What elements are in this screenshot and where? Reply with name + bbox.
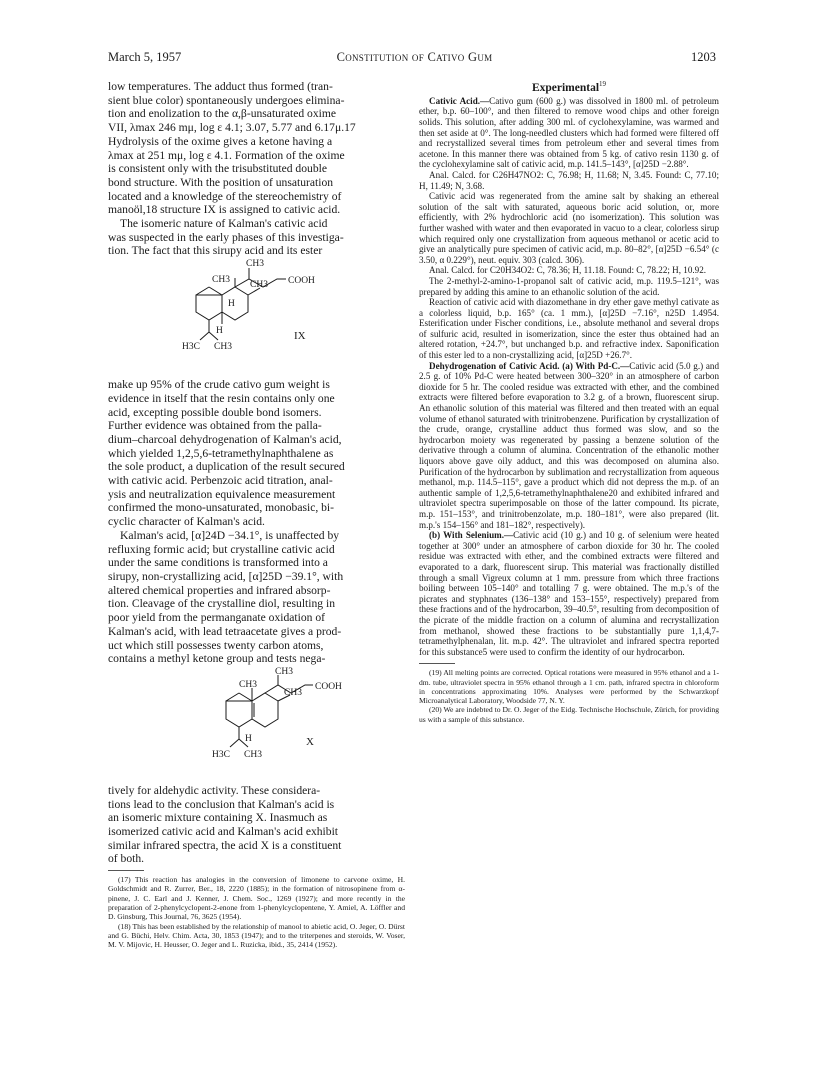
running-header-date: March 5, 1957	[108, 50, 182, 64]
label-h3c: H3C	[212, 749, 230, 760]
footnote-20: (20) We are indebted to Dr. O. Jeger of the Eidg. Technische Hochschule, Zürich, for providing us with a sample of this substance.	[419, 705, 719, 724]
paragraph-selenium	[419, 530, 719, 657]
paragraph-methyl-cativate: Reaction of cativic acid with diazomethane in dry ether gave methyl cativate as a colorless liquid, b.p. 165° (ca. 1 mm.), [α]25D −7.16°, n25D 1.4954. Esterification under Fischer conditions, i.e., absolute methanol and several drops of sulfuric acid, resulted in isomerization, since the ester thus obtained had an altered rotation, +24.7°, but unchanged b.p. and refractive index. Saponification of this ester led to a non-crystallizing acid, [α]25D +26.7°.	[419, 297, 719, 361]
label-cooh: COOH	[288, 276, 315, 287]
paragraph-analysis-acid: Anal. Calcd. for C20H34O2: C, 78.36; H, 11.18. Found: C, 78.22; H, 10.92.	[429, 265, 707, 276]
footnote-rule	[108, 870, 144, 871]
paragraph-isomeric-nature	[108, 217, 405, 258]
text-line: tion. The fact that this sirupy acid and its ester	[108, 244, 323, 258]
label-structure-ix: IX	[294, 330, 306, 343]
text-line: of both.	[108, 852, 145, 866]
text-line: The isomeric nature of Kalman's cativic acid	[120, 217, 328, 231]
paragraph-text: Cativic acid (10 g.) and 10 g. of selenium were heated together at 300° under an atmosphere of carbon dioxide for 30 hr. The cooled residue was extracted with ether, and the combined extracts were filtered and evaporated to a dark, fluorescent sirup. This material was fractionally distilled through a small Vigreux column at 1 mm. pressure from which three fractions boiling between 105–140° and totalling 7 g. were obtained. The m.p.'s of the picrates and styphnates (136–138° and 153–155°, respectively) prepared from these fractions and of the hydrocarbon, 39–40.5°, resulting from decomposition of the picrate of the middle fraction on a column of alumina and recrystallization from methanol, showed these fractions to be substantially pure 1,1,4,7-tetramethylphenalan, lit. m.p. 42°. The ultraviolet and infrared spectra reported for this substance5 were used to confirm the identity of our hydrocarbon.	[419, 530, 719, 657]
text-line: VII, λmax 246 mμ, log ε 4.1; 3.07, 5.77 and 6.17μ.17	[108, 121, 356, 135]
paragraph-regeneration: Cativic acid was regenerated from the amine salt by shaking an ethereal solution of the salt with saturated, aqueous boric acid solution, or, more efficiently, with 2% hydrochloric acid (no isomerization). This solution was further washed with water and then evaporated in vacuo to a clear, colorless sirup which required only one crystallization from aqueous methanol or acetic acid to give an analytically pure specimen of cativic acid, m.p. 80–82°, [α]25D −6.54° (c 3.50, α 0.229°), neut. equiv. 303 (calcd. 306).	[419, 191, 719, 265]
run-in-heading: Cativic Acid.—	[429, 95, 490, 106]
text-line: confirmed the mono-unsaturated, monobasic, bi-	[108, 501, 335, 515]
text-line: was suspected in the early phases of this investiga-	[108, 230, 344, 244]
text-line: Kalman's acid, with lead tetraacetate gives a prod-	[108, 624, 342, 638]
text-line: isomerized cativic acid and Kalman's acid exhibit	[108, 825, 339, 839]
text-line: λmax at 251 mμ, log ε 4.1. Formation of the oxime	[108, 148, 345, 162]
run-in-heading: Dehydrogenation of Cativic Acid. (a) With Pd-C.—	[429, 360, 630, 371]
run-in-heading: (b) With Selenium.—	[429, 530, 514, 541]
text-line: dium–charcoal dehydrogenation of Kalman's acid,	[108, 432, 342, 446]
paragraph-crude-cativo	[108, 378, 405, 529]
heading-footnote-ref: 19	[599, 80, 607, 88]
text-line: evidence in itself that the resin contains only one	[108, 391, 335, 405]
paragraph-text: Cativic acid (5.0 g.) and 2.5 g. of 10% Pd-C were heated between 300–320° in an atmosphere of carbon dioxide for 5 hr. The cooled residue was extracted with ether, and the combined extracts were filtered before evaporation to 3.2 g. of a brown, fluorescent sirup. An ethanolic solution of this material was filtered and then treated with an equal volume of ethanol saturated with trinitrobenzene. Purification by crystallization of the crude, orange, crystalline adduct thus formed was slow, and so the hydrocarbon moiety was regenerated by passing a benzene solution of the derivative through a column of alumina. Concentration of the ethanolic mother liquors above gave oily adduct, and this was decomposed on alumina also. Purification of the hydrocarbon by sublimation and recrystallization from aqueous methanol, m.p. 114.5–115°, gave a product which did not depress the m.p. of an authentic sample of 1,2,5,6-tetramethylnaphthalene20 and exhibited infrared and ultraviolet spectra superimposable on those of the latter compound. Its picrate, m.p. 151–153°, and trinitrobenzolate, m.p. 180–181°, were also prepared (lit. m.p.'s 154–156° and 181–182°, respectively).	[419, 360, 719, 530]
paragraph-text: Cativo gum (600 g.) was dissolved in 1800 ml. of petroleum ether, b.p. 60–100°, and then filtered to remove wood chips and other foreign solids. This solution, after adding 300 ml. of cyclohexylamine, was warmed and then set aside at 0°. The long-needled clusters which had formed were filtered off and recrystallized several times from petroleum ether and several times from acetone. In this manner there was obtained from 5 kg. of cativo resin 1130 g. of the cyclohexylamine salt of cativic acid, m.p. 141.5–143°, [α]25D −2.88°.	[419, 95, 719, 170]
text-line: the sole product, a duplication of the result secured	[108, 460, 345, 474]
text-line: cyclic character of Kalman's acid.	[108, 515, 265, 529]
label-ch3-top: CH3	[275, 666, 293, 677]
page-number: 1203	[691, 50, 716, 64]
paragraph-conclusion	[108, 784, 405, 866]
text-line: is consistent only with the trisubstituted double	[108, 162, 327, 176]
text-line: Hydrolysis of the oxime gives a ketone having a	[108, 134, 333, 148]
footnote-rule	[419, 663, 455, 664]
footnote-18: (18) This has been established by the relationship of manool to abietic acid, O. Jeger, O. Dürst and G. Büchi, Helv. Chim. Acta, 30, 1853 (1947); and to the triterpenes and steroids, W. Voser, M. V. Mijovic, H. Heusser, O. Jeger and L. Ruzicka, ibid., 35, 2414 (1952).	[108, 921, 405, 950]
text-line: refluxing formic acid; but crystalline cativic acid	[108, 542, 335, 556]
text-line: ysis and neutralization equivalence measurement	[108, 487, 336, 501]
text-line: sirupy, non-crystallizing acid, [α]25D −39.1°, with	[108, 569, 344, 583]
text-line: acid, excepting possible double bond isomers.	[108, 405, 322, 419]
paragraph-analysis-amine-salt: Anal. Calcd. for C26H47NO2: C, 76.98; H, 11.68; N, 3.45. Found: C, 77.10; H, 11.49; N, 3.68.	[419, 169, 719, 191]
label-ch3-right: CH3	[284, 687, 302, 698]
running-header-title: Constitution of Cativo Gum	[336, 50, 493, 64]
text-line: Kalman's acid, [α]24D −34.1°, is unaffected by	[120, 528, 340, 542]
paragraph-kalman-acid	[108, 529, 405, 666]
label-structure-x: X	[306, 735, 314, 748]
label-cooh: COOH	[315, 681, 342, 692]
label-ch3-top: CH3	[246, 259, 264, 270]
text-line: low temperatures. The adduct thus formed (tran-	[108, 80, 333, 93]
heading-text: Experimental	[531, 81, 600, 94]
text-line: altered chemical properties and infrared absorp-	[108, 583, 331, 597]
label-ch3-bottom: CH3	[214, 342, 232, 353]
label-h-lower: H	[245, 733, 252, 744]
label-h-lower: H	[216, 326, 223, 337]
text-line: uct which still possesses twenty carbon atoms,	[108, 638, 324, 652]
paragraph-cativic-acid	[419, 96, 719, 170]
text-line: make up 95% of the crude cativo gum weight is	[108, 378, 330, 392]
structure-ix-diagram	[108, 258, 405, 378]
right-column	[419, 80, 719, 724]
text-line: manoöl,18 structure IX is assigned to cativic acid.	[108, 203, 341, 217]
text-line: located and a knowledge of the stereochemistry of	[108, 189, 342, 203]
text-line: tions lead to the conclusion that Kalman's acid is	[108, 797, 335, 811]
text-line: similar infrared spectra, the acid X is a constituent	[108, 838, 342, 852]
label-ch3-bottom: CH3	[244, 749, 262, 760]
text-line: bond structure. With the position of unsaturation	[108, 175, 334, 189]
structure-x-diagram	[108, 666, 405, 784]
text-line: contains a methyl ketone group and tests nega-	[108, 652, 326, 666]
text-line: an isomeric mixture containing X. Inasmuch as	[108, 811, 328, 825]
footnote-19: (19) All melting points are corrected. Optical rotations were measured in 95% ethanol and a 1-dm. tube, ultraviolet spectra in 95% ethanol through a 1 cm. path, infrared spectra in chloroform in concentrations approximating 10%. Analyses were performed by the Schwarzkopf Microanalytical Laboratory, Woodside 77, N. Y.	[419, 668, 719, 706]
left-column	[108, 80, 405, 950]
text-line: tion. Cleavage of the crystalline diol, resulting in	[108, 597, 335, 611]
text-line: tion and enolization to the α,β-unsaturated oxime	[108, 107, 337, 121]
section-heading-experimental	[419, 80, 719, 94]
text-line: under the same conditions is transformed into a	[108, 556, 328, 570]
label-ch3-right: CH3	[250, 280, 268, 291]
label-ch3-left: CH3	[212, 275, 230, 286]
text-line: Further evidence was obtained from the palla-	[108, 419, 322, 433]
label-ch3-left: CH3	[239, 679, 257, 690]
text-line: sient blue color) spontaneously undergoes elimina-	[108, 93, 345, 107]
text-line: with cativic acid. Perbenzoic acid titration, anal-	[108, 474, 333, 488]
paragraph-dehydrogenation-pd	[419, 361, 719, 531]
paragraph-propanol-salt: The 2-methyl-2-amino-1-propanol salt of cativic acid, m.p. 119.5–121°, was prepared by adding this amine to an ethanolic solution of the acid.	[419, 275, 719, 297]
footnote-17: (17) This reaction has analogies in the conversion of limonene to carvone oxime, H. Goldschmidt and R. Zurrer, Ber., 18, 2220 (1885); in the formation of nitrosopinene from α-pinene, J. C. Earl and J. Kenner, J. Chem. Soc., 1269 (1927); and more recently in the preparation of 2-phenylcyclopent-2-enone from 1-phenylcyclopentene, Y. Amiel, A. Löffler and D. Ginsburg, This Journal, 76, 3625 (1954).	[108, 875, 405, 922]
text-line: which yielded 1,2,5,6-tetramethylnaphthalene as	[108, 446, 334, 460]
paragraph-oxime	[108, 80, 405, 217]
label-h-upper: H	[228, 299, 235, 310]
label-h3c: H3C	[182, 342, 200, 353]
text-line: tively for aldehydic activity. These considera-	[108, 783, 321, 797]
text-line: poor yield from the permanganate oxidation of	[108, 611, 325, 625]
